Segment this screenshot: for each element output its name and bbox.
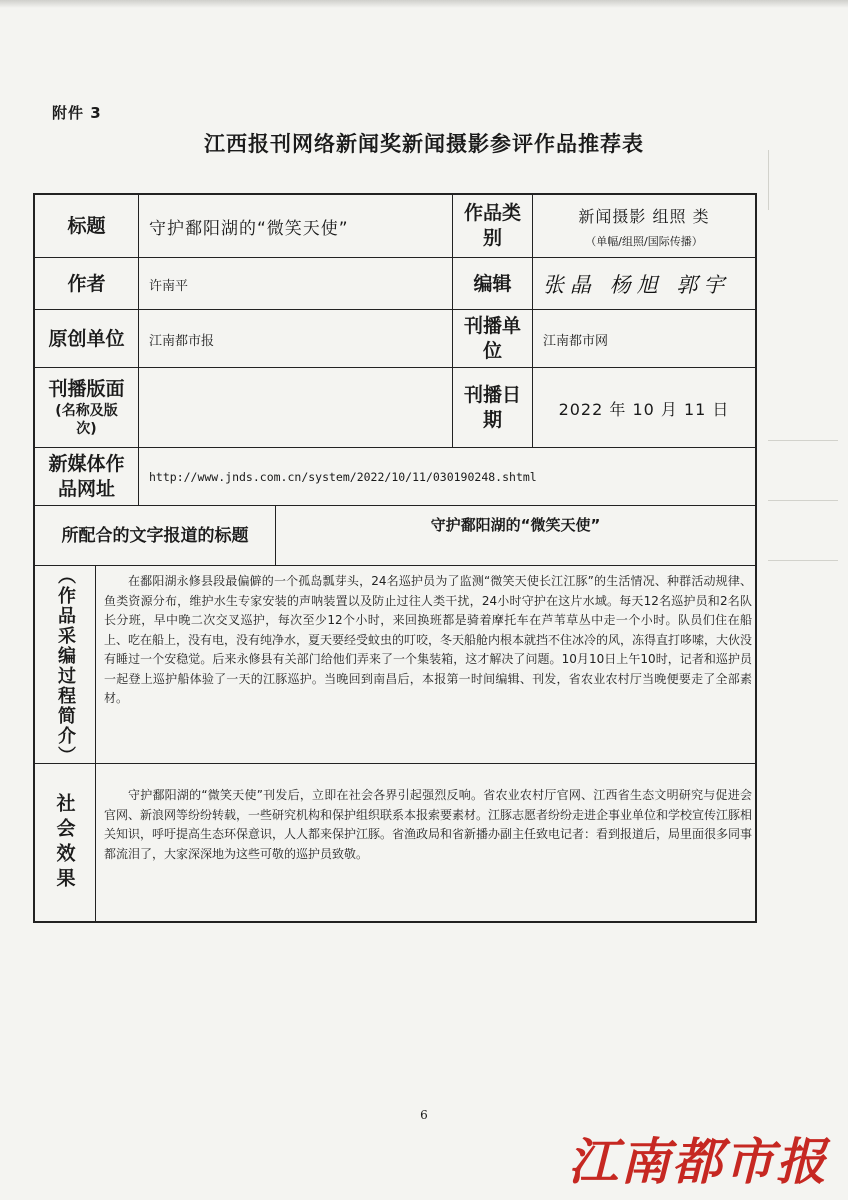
date-value: 2022 年 10 月 11 日 [532,368,755,448]
recommendation-form [33,193,757,923]
row-unit [35,309,755,368]
edition-value [138,368,452,448]
bleed-through-mark [768,500,838,502]
title-label: 标题 [67,214,106,237]
date-label-text: 刊播日期 [463,384,521,431]
bleed-through-mark [768,150,809,210]
row-url [35,447,755,506]
row-process [35,565,755,764]
date-label [452,368,532,448]
edition-label-cell [35,368,138,448]
publisher-label-text: 刊播单位 [463,315,521,362]
title-value: 守护鄱阳湖的“微笑天使” [138,195,452,257]
category-label [452,195,532,257]
page-number: 6 [420,1108,428,1122]
process-label-cell [35,566,95,764]
row-title [35,195,755,257]
author-value: 许南平 [138,258,452,310]
bleed-through-mark [768,560,838,562]
row-edition [35,367,755,448]
url-value[interactable]: http://www.jnds.com.cn/system/2022/10/11/030190248.shtml [138,448,755,506]
document-title: 江西报刊网络新闻奖新闻摄影参评作品推荐表 [204,131,644,156]
process-text: 在鄱阳湖永修县段最偏僻的一个孤岛瓢芽头，24名巡护员为了监测“微笑天使长江江豚”的生活情况、种群活动规律、鱼类资源分布，维护水生专家安装的声呐装置以及防止过往人类干扰，24小时守护在这片水域。每天12名巡护员和2名队长分班，早中晚二次交叉巡护，每次至少12个小时，来回换班都是骑着摩托车在芦苇草丛中走一个小时。队员们住在船上、吃在船上，没有电，没有纯净水，夏天要经受蚊虫的叮咬，冬天船舱内根本就挡不住冰冷的风，冻得直打哆嗦，大伙没有睡过一个安稳觉。后来永修县有关部门给他们弄来了一个集装箱，这才解决了问题。10月10日上午10时，记者和巡护员一起登上巡护船体验了一天的江豚巡护。当晚回到南昌后，本报第一时间编辑、刊发，省农业农村厅当晚便要走了全部素材。 [104,574,753,705]
category-hint: （单幅/组照/国际传播） [585,234,703,248]
author-label: 作者 [67,272,106,295]
report-value: 守护鄱阳湖的“微笑天使” [275,506,755,566]
effect-text-cell [95,764,755,922]
category-value: 新闻摄影 组照 类 [578,206,710,226]
report-label: 所配合的文字报道的标题 [61,525,249,546]
effect-text: 守护鄱阳湖的“微笑天使”刊发后，立即在社会各界引起强烈反响。省农业农村厅官网、江西省生态文明研究与促进会官网、新浪网等纷纷转载，一些研究机构和保护组织联系本报索要素材。江豚志愿者纷纷走进企事业单位和学校宣传江豚相关知识，呼吁提高生态环保意识，人人都来保护江豚。省渔政局和省新播办副主任致电记者：看到报道后，局里面很多同事都流泪了，大家深深地为这些可敬的巡护员致敬。 [104,788,753,861]
unit-label: 原创单位 [48,327,125,350]
editor-label: 编辑 [452,258,532,310]
bleed-through-mark [768,440,838,442]
page-top-edge [0,0,848,8]
row-effect [35,763,755,922]
process-label: （作品采编过程简介） [55,566,76,766]
url-label [35,448,138,506]
url-label-text: 新媒体作品网址 [48,453,125,500]
category-cell [532,195,755,257]
attachment-label: 附件 3 [52,104,102,122]
edition-hint: (名称及版次) [55,403,118,438]
publisher-label [452,310,532,368]
unit-value: 江南都市报 [138,310,452,368]
newspaper-logo-watermark: 江南都市报 [568,1133,828,1191]
publisher-value: 江南都市网 [532,310,755,368]
row-report [35,505,755,566]
editor-signature: 张晶 杨旭 郭宇 [532,258,755,310]
category-label-text: 作品类别 [463,202,521,249]
process-text-cell [95,566,755,764]
effect-label-cell [35,764,95,922]
effect-label: 社会效果 [53,793,76,893]
edition-label: 刊播版面 [48,378,125,401]
row-author [35,257,755,310]
